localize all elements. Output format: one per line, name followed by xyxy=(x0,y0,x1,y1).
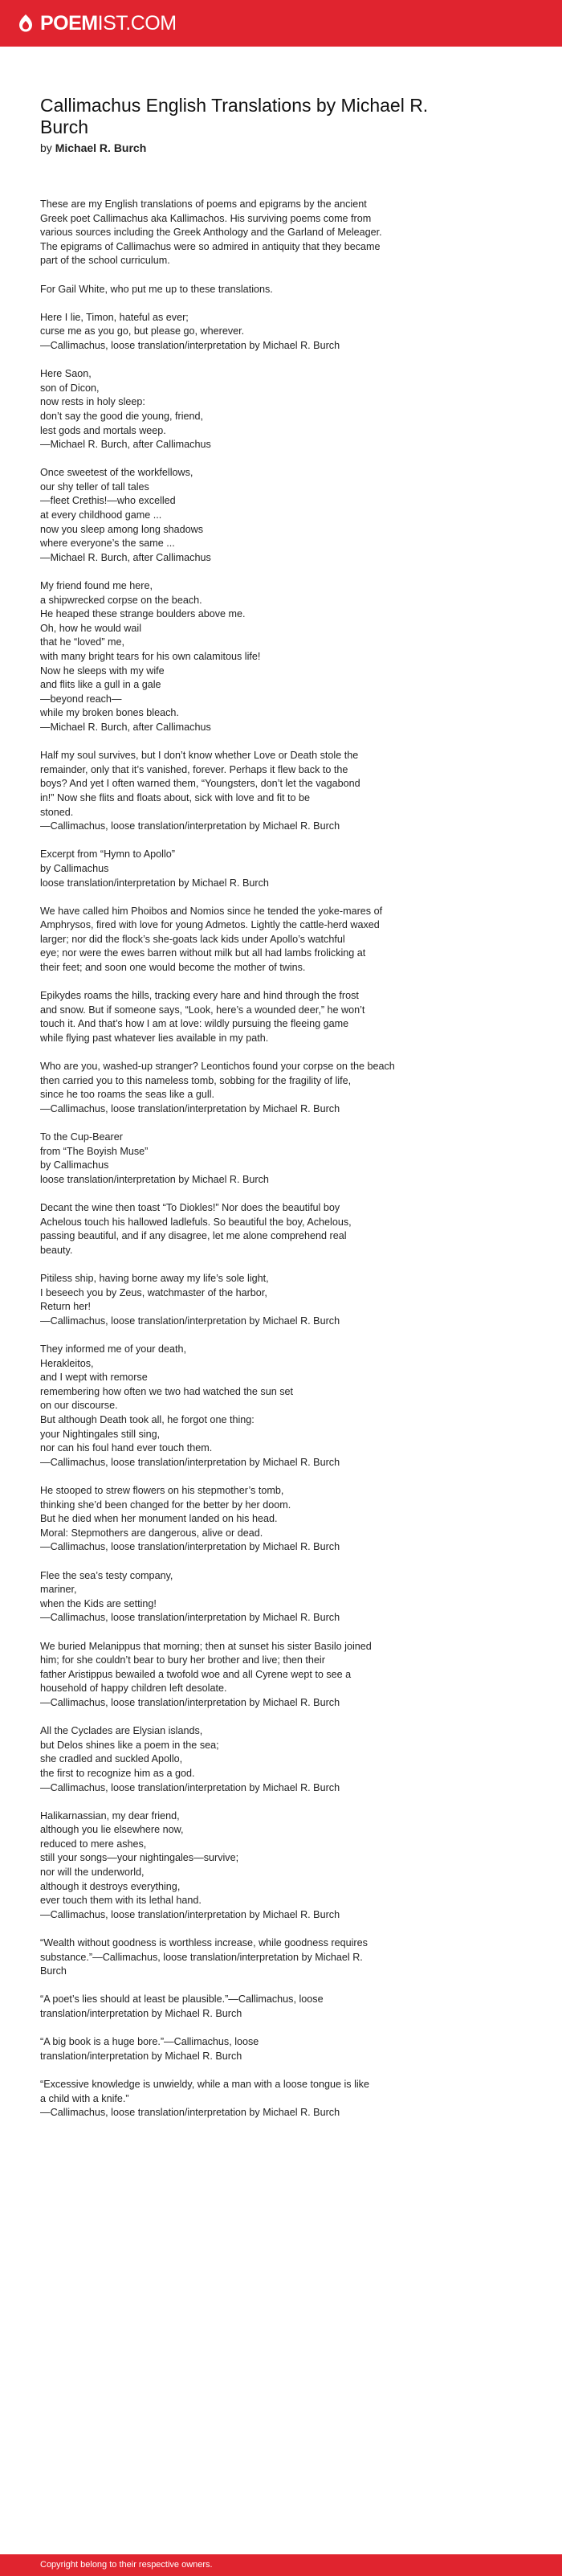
byline-prefix: by xyxy=(40,141,52,154)
poem-stanza xyxy=(40,2035,478,2063)
poem-line: —Callimachus, loose translation/interpretation by Michael R. Burch xyxy=(40,820,340,832)
poem-line: while my broken bones bleach. xyxy=(40,707,179,719)
poem-line: in!” Now she flits and floats about, sick with love and fit to be xyxy=(40,791,311,803)
poem-line: touch it. And that’s how I am at love: wildly pursuing the fleeing game xyxy=(40,1018,349,1030)
poem-line: Here I lie, Timon, hateful as ever; xyxy=(40,311,189,323)
poem-stanza xyxy=(40,2078,478,2120)
poem-line: mariner, xyxy=(40,1584,77,1596)
poem-stanza xyxy=(40,1640,478,1711)
poem-line: lest gods and mortals weep. xyxy=(40,424,166,436)
poem-line: These are my English translations of poems and epigrams by the ancient xyxy=(40,198,367,210)
poem-line: They informed me of your death, xyxy=(40,1343,187,1355)
poem-line: —Callimachus, loose translation/interpretation by Michael R. Burch xyxy=(40,1103,340,1114)
poem-line: curse me as you go, but please go, wherever. xyxy=(40,325,245,337)
poem-line: Moral: Stepmothers are dangerous, alive or dead. xyxy=(40,1527,263,1539)
poem-line: Now he sleeps with my wife xyxy=(40,664,165,677)
poem-stanza xyxy=(40,905,478,975)
poem-line: a shipwrecked corpse on the beach. xyxy=(40,594,202,606)
poem-line: He heaped these strange boulders above me. xyxy=(40,608,246,620)
poem-line: thinking she’d been changed for the better by her doom. xyxy=(40,1499,291,1511)
poem-stanza xyxy=(40,1569,478,1625)
poem-line: boys? And yet I often warned them, “Youngsters, don’t let the vagabond xyxy=(40,778,360,790)
poem-line: —Callimachus, loose translation/interpretation by Michael R. Burch xyxy=(40,1315,340,1327)
poem-line: Here Saon, xyxy=(40,368,92,380)
poem-line: father Aristippus bewailed a twofold woe and all Cyrene wept to see a xyxy=(40,1668,352,1680)
poem-line: when the Kids are setting! xyxy=(40,1597,157,1609)
poem-line: from “The Boyish Muse” xyxy=(40,1145,149,1157)
poem-line: substance.”—Callimachus, loose translation/interpretation by Michael R. xyxy=(40,1951,363,1963)
poem-line: and snow. But if someone says, “Look, here’s a wounded deer,” he won’t xyxy=(40,1004,365,1016)
footer-bar xyxy=(0,2554,562,2576)
poem-line: eye; nor were the ewes barren without milk but all had lambs frolicking at xyxy=(40,947,366,959)
poem-line: But although Death took all, he forgot one thing: xyxy=(40,1414,255,1426)
poem-line: All the Cyclades are Elysian islands, xyxy=(40,1725,203,1737)
poem-line: I beseech you by Zeus, watchmaster of the harbor, xyxy=(40,1286,267,1298)
poem-line: —fleet Crethis!—who excelled xyxy=(40,495,176,507)
logo-text-bold: POEM xyxy=(40,11,98,35)
poem-body xyxy=(40,198,478,2120)
poem-line: —Callimachus, loose translation/interpretation by Michael R. Burch xyxy=(40,1541,340,1553)
poem-line: larger; nor did the flock’s she-goats lack kids under Apollo’s watchful xyxy=(40,933,345,945)
poem-stanza xyxy=(40,311,478,354)
poem-line: reduced to mere ashes, xyxy=(40,1838,147,1850)
poem-line: the first to recognize him as a god. xyxy=(40,1767,195,1779)
poem-line: nor will the underworld, xyxy=(40,1867,145,1879)
poem-stanza xyxy=(40,1272,478,1328)
poem-stanza xyxy=(40,848,478,890)
poem-line: since he too roams the seas like a gull. xyxy=(40,1089,215,1101)
poem-line: that he “loved” me, xyxy=(40,636,124,648)
poem-line: remainder, only that it’s vanished, forever. Perhaps it flew back to the xyxy=(40,763,348,775)
poem-line: Burch xyxy=(40,1965,67,1977)
poem-stanza xyxy=(40,1060,478,1116)
poem-line: Who are you, washed-up stranger? Leontichos found your corpse on the beach xyxy=(40,1061,395,1073)
poem-line: “A big book is a huge bore.”—Callimachus, loose xyxy=(40,2036,259,2048)
poem-line: stoned. xyxy=(40,806,74,818)
poem-stanza xyxy=(40,1809,478,1923)
poem-line: part of the school curriculum. xyxy=(40,255,170,267)
site-logo[interactable] xyxy=(18,12,177,35)
poem-line: He stooped to strew flowers on his stepmother’s tomb, xyxy=(40,1485,284,1497)
poem-line: Halikarnassian, my dear friend, xyxy=(40,1809,180,1822)
poem-line: and flits like a gull in a gale xyxy=(40,679,161,691)
poem-line: But he died when her monument landed on his head. xyxy=(40,1513,278,1525)
poem-line: don’t say the good die young, friend, xyxy=(40,410,204,422)
byline xyxy=(40,141,478,156)
poem-line: My friend found me here, xyxy=(40,580,153,592)
poem-line: —beyond reach— xyxy=(40,693,122,705)
poem-stanza xyxy=(40,1993,478,2021)
poem-line: For Gail White, who put me up to these translations. xyxy=(40,283,273,295)
poem-line: by Callimachus xyxy=(40,862,109,874)
poem-line: translation/interpretation by Michael R. Burch xyxy=(40,2050,242,2062)
poem-line: but Delos shines like a poem in the sea; xyxy=(40,1739,219,1751)
poem-line: various sources including the Greek Anthology and the Garland of Meleager. xyxy=(40,227,382,239)
poem-line: still your songs—your nightingales—survive; xyxy=(40,1852,239,1864)
poem-stanza xyxy=(40,1484,478,1555)
poem-line: their feet; and soon one would become the mother of twins. xyxy=(40,962,306,974)
poem-stanza xyxy=(40,1343,478,1470)
poem-stanza xyxy=(40,749,478,834)
poem-line: with many bright tears for his own calamitous life! xyxy=(40,651,261,662)
poem-line: —Callimachus, loose translation/interpretation by Michael R. Burch xyxy=(40,2107,340,2119)
poem-line: passing beautiful, and if any disagree, let me alone comprehend real xyxy=(40,1230,347,1242)
poem-line: now you sleep among long shadows xyxy=(40,523,204,535)
poem-line: although it destroys everything, xyxy=(40,1880,181,1892)
poem-line: although you lie elsewhere now, xyxy=(40,1824,184,1836)
poem-line: a child with a knife.” xyxy=(40,2092,129,2104)
footer-copyright: Copyright belong to their respective owners. xyxy=(40,2560,213,2570)
poem-line: To the Cup-Bearer xyxy=(40,1131,123,1143)
poem-line: Amphrysos, fired with love for young Admetos. Lightly the cattle-herd waxed xyxy=(40,919,380,931)
poem-line: and I wept with remorse xyxy=(40,1372,148,1384)
poem-line: loose translation/interpretation by Michael R. Burch xyxy=(40,877,269,889)
poem-line: Achelous touch his hallowed ladlefuls. So beautiful the boy, Achelous, xyxy=(40,1216,352,1228)
poem-line: loose translation/interpretation by Michael R. Burch xyxy=(40,1173,269,1185)
poem-stanza xyxy=(40,1724,478,1795)
poem-line: Half my soul survives, but I don’t know whether Love or Death stole the xyxy=(40,750,359,762)
poem-line: our shy teller of tall tales xyxy=(40,480,149,493)
poem-line: Pitiless ship, having borne away my life’s sole light, xyxy=(40,1273,269,1285)
poem-line: —Callimachus, loose translation/interpretation by Michael R. Burch xyxy=(40,1612,340,1624)
header-bar xyxy=(0,0,562,47)
poem-line: beauty. xyxy=(40,1244,73,1256)
poem-stanza xyxy=(40,367,478,452)
poem-line: Decant the wine then toast “To Diokles!” Nor does the beautiful boy xyxy=(40,1202,340,1214)
poem-stanza xyxy=(40,283,478,297)
poem-line: on our discourse. xyxy=(40,1400,118,1412)
poem-line: nor can his foul hand ever touch them. xyxy=(40,1442,213,1454)
poem-line: —Callimachus, loose translation/interpretation by Michael R. Burch xyxy=(40,1456,340,1468)
poem-stanza xyxy=(40,579,478,735)
poem-line: Once sweetest of the workfellows, xyxy=(40,467,193,479)
poem-line: Flee the sea’s testy company, xyxy=(40,1569,173,1581)
poem-line: Excerpt from “Hymn to Apollo” xyxy=(40,848,175,861)
poem-line: at every childhood game ... xyxy=(40,509,162,521)
poem-line: translation/interpretation by Michael R. Burch xyxy=(40,2008,242,2019)
poem-line: Greek poet Callimachus aka Kallimachos. His surviving poems come from xyxy=(40,212,372,224)
poem-line: The epigrams of Callimachus were so admired in antiquity that they became xyxy=(40,240,381,252)
poem-line: him; for she couldn’t bear to bury her brother and live; then their xyxy=(40,1654,325,1666)
poem-line: she cradled and suckled Apollo, xyxy=(40,1753,183,1765)
poem-stanza xyxy=(40,1131,478,1187)
poem-stanza xyxy=(40,989,478,1045)
poem-title: Callimachus English Translations by Michael R. Burch xyxy=(40,95,429,137)
poemist-logo-icon xyxy=(18,14,34,33)
poem-line: ever touch them with its lethal hand. xyxy=(40,1895,202,1907)
poem-line: household of happy children left desolate. xyxy=(40,1683,227,1695)
poem-line: We buried Melanippus that morning; then at sunset his sister Basilo joined xyxy=(40,1640,372,1652)
poem-line: Return her! xyxy=(40,1301,91,1313)
poem-line: then carried you to this nameless tomb, sobbing for the fragility of life, xyxy=(40,1074,352,1086)
poem-line: —Michael R. Burch, after Callimachus xyxy=(40,439,211,451)
poem-line: while flying past whatever lies available in my path. xyxy=(40,1032,269,1045)
poem-line: Herakleitos, xyxy=(40,1357,94,1369)
poem-line: now rests in holy sleep: xyxy=(40,396,145,408)
poem-line: Epikydes roams the hills, tracking every hare and hind through the frost xyxy=(40,990,359,1002)
poem-line: remembering how often we two had watched the sun set xyxy=(40,1385,294,1397)
poem-line: by Callimachus xyxy=(40,1159,109,1171)
poem-line: —Michael R. Burch, after Callimachus xyxy=(40,551,211,563)
poem-line: “Wealth without goodness is worthless increase, while goodness requires xyxy=(40,1937,368,1949)
poem-stanza xyxy=(40,466,478,565)
poem-line: Oh, how he would wail xyxy=(40,622,142,634)
poem-stanza xyxy=(40,198,478,268)
poem-line: We have called him Phoibos and Nomios since he tended the yoke-mares of xyxy=(40,905,383,917)
poem-stanza xyxy=(40,1201,478,1257)
poem-line: your Nightingales still sing, xyxy=(40,1428,161,1440)
logo-text-light: IST.COM xyxy=(97,11,177,35)
poem-line: —Michael R. Burch, after Callimachus xyxy=(40,721,211,733)
poem-stanza xyxy=(40,1936,478,1979)
poem-line: “A poet’s lies should at least be plausible.”—Callimachus, loose xyxy=(40,1993,324,2006)
poem-line: son of Dicon, xyxy=(40,382,100,394)
poem-line: —Callimachus, loose translation/interpretation by Michael R. Burch xyxy=(40,1908,340,1920)
poem-line: —Callimachus, loose translation/interpretation by Michael R. Burch xyxy=(40,1781,340,1793)
poem-line: “Excessive knowledge is unwieldy, while a man with a loose tongue is like xyxy=(40,2078,369,2090)
poem-content xyxy=(40,95,478,2134)
poem-line: —Callimachus, loose translation/interpretation by Michael R. Burch xyxy=(40,339,340,351)
author-link[interactable]: Michael R. Burch xyxy=(55,141,147,154)
poem-line: where everyone’s the same ... xyxy=(40,538,175,550)
poem-line: —Callimachus, loose translation/interpretation by Michael R. Burch xyxy=(40,1696,340,1708)
